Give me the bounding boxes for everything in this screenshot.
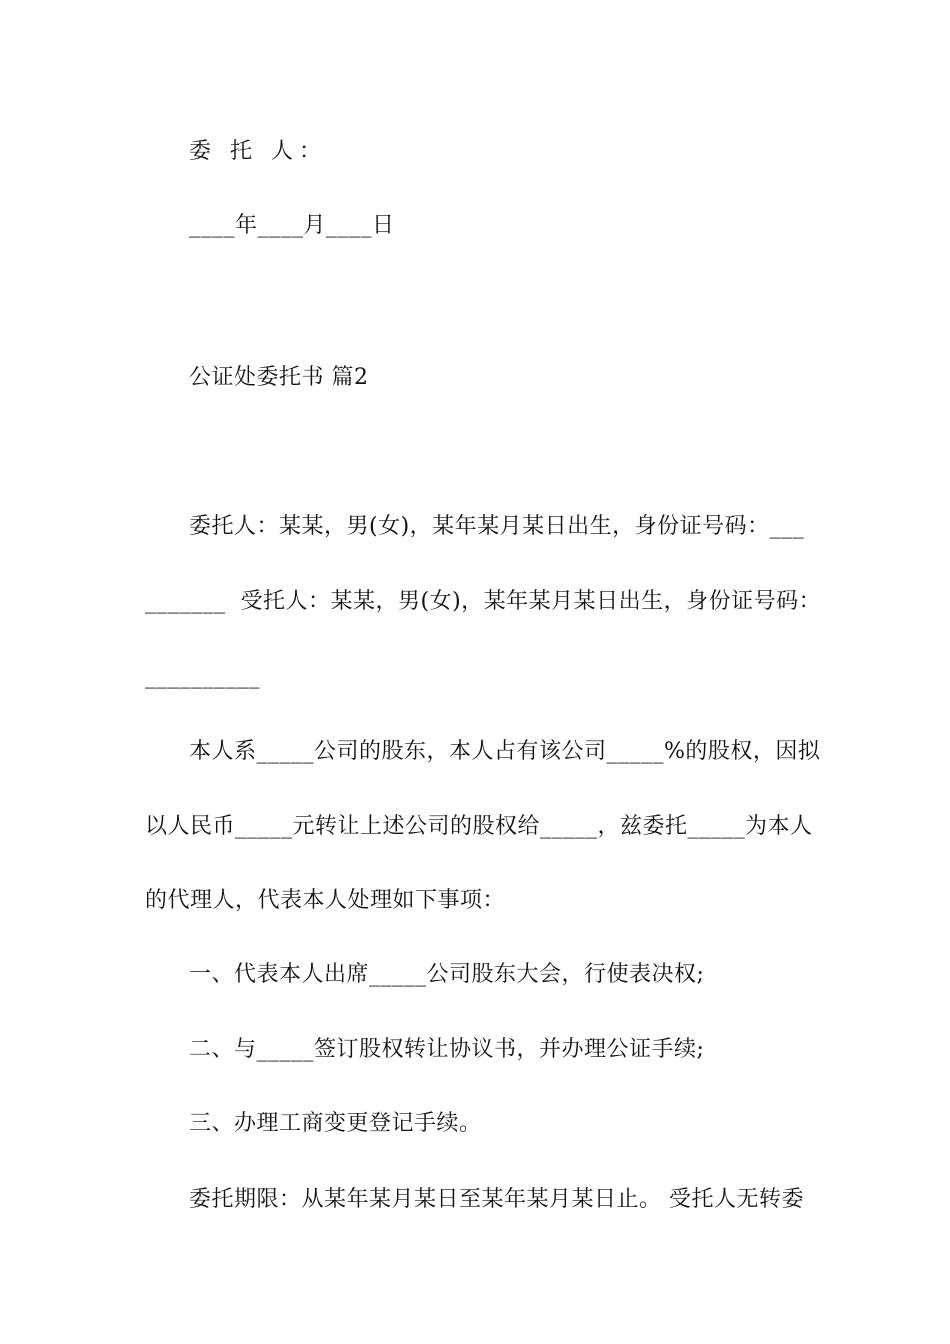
entrustor-signature-line: 委 托 人： <box>189 139 327 164</box>
list-item: 二、与_____签订股权转让协议书，并办理公证手续; <box>189 1037 705 1062</box>
section-title: 公证处委托书 篇2 <box>189 365 369 390</box>
paragraph-line: 本人系_____公司的股东，本人占有该公司_____%的股权，因拟 <box>189 739 821 764</box>
paragraph-line: 委托人：某某，男(女)，某年某月某日出生，身份证号码：___ <box>189 514 805 539</box>
date-line: ____年____月____日 <box>189 213 395 238</box>
paragraph-line: 委托期限：从某年某月某日至某年某月某日止。 受托人无转委 <box>189 1187 804 1212</box>
paragraph-line: __________ <box>145 664 260 689</box>
list-item: 三、办理工商变更登记手续。 <box>189 1111 482 1136</box>
paragraph-line: 以人民币_____元转让上述公司的股权给_____，兹委托_____为本人 <box>145 814 813 839</box>
paragraph-line: 的代理人，代表本人处理如下事项： <box>145 888 506 913</box>
list-item: 一、代表本人出席_____公司股东大会，行使表决权; <box>189 962 705 987</box>
paragraph-line: _______ 受托人：某某，男(女)，某年某月某日出生，身份证号码： <box>145 589 822 614</box>
